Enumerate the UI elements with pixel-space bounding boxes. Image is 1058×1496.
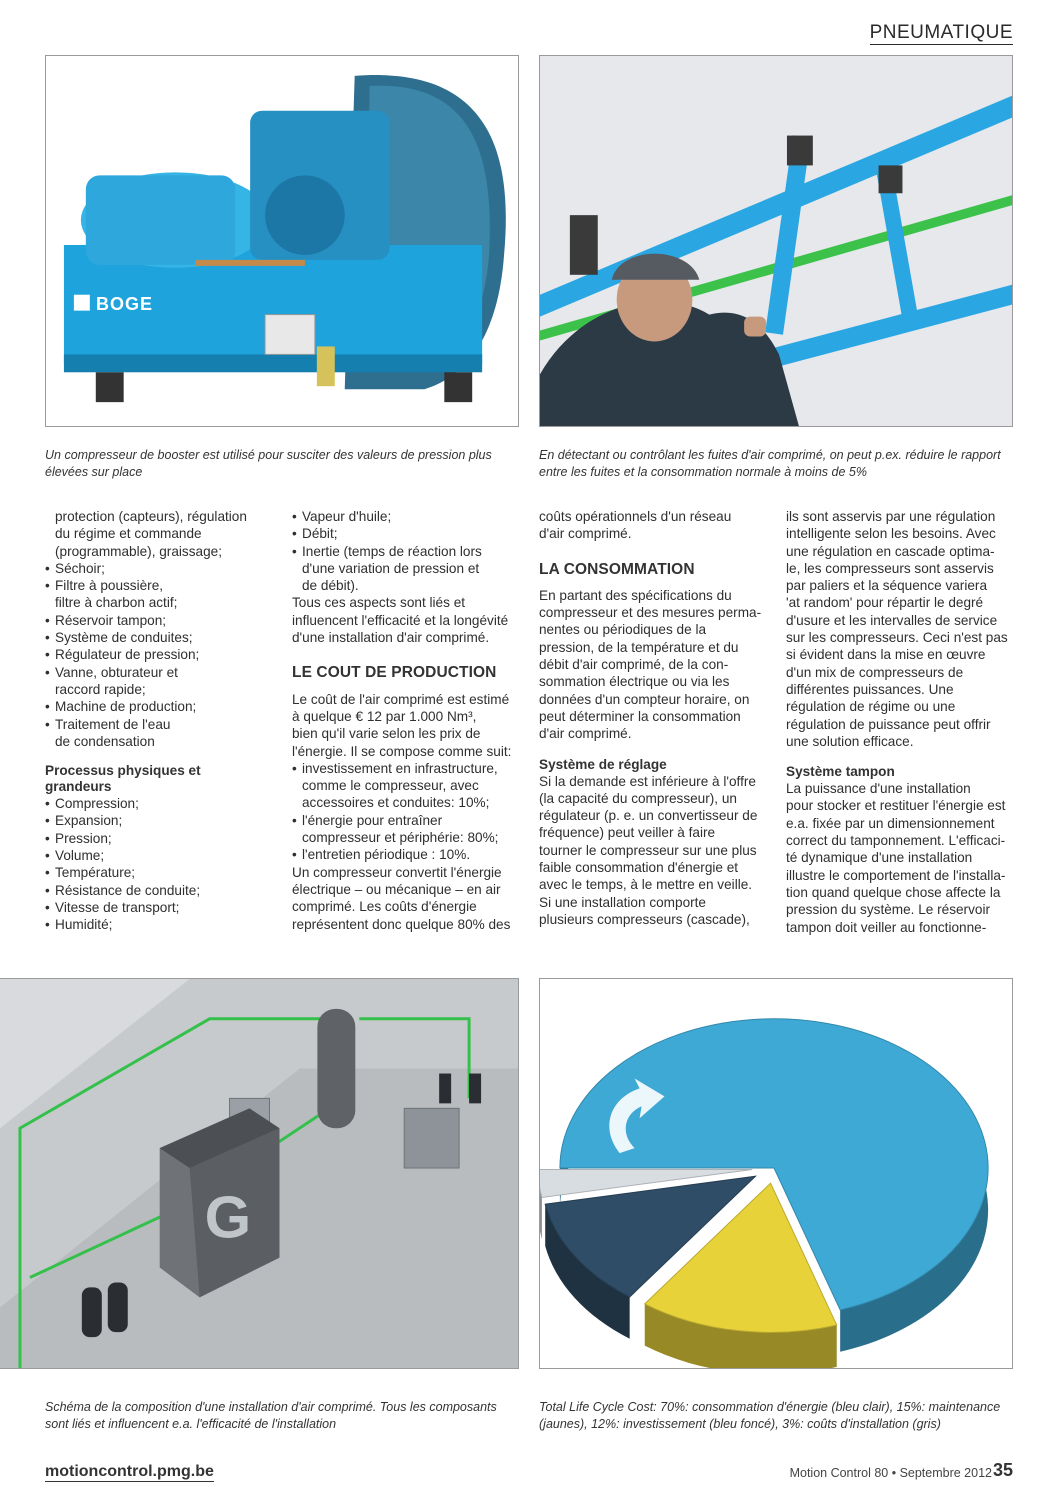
paragraph-line: 'at random' pour répartir le degré: [786, 595, 984, 611]
paragraph-line: peut déterminer la consommation: [539, 708, 741, 724]
paragraph-line: coûts opérationnels d'un réseau: [539, 509, 732, 524]
list-item: • Pression;: [45, 830, 275, 847]
booster-caption: Un compresseur de booster est utilisé pour susciter des valeurs de pression plus élevées sur place: [45, 448, 492, 479]
paragraph-line: illustre le comportement de l'installa-: [786, 867, 1006, 883]
list-item: • Vitesse de transport;: [45, 899, 275, 916]
paragraph-line: l'énergie. Il se compose comme suit:: [292, 743, 512, 759]
paragraph-line: tion quand quelque chose affecte la: [786, 884, 1001, 900]
paragraph-line: différentes puissances. Une: [786, 681, 954, 697]
list-item: • Vanne, obturateur et raccord rapide;: [45, 664, 275, 699]
life-cycle-cost-chart: [539, 978, 1013, 1369]
paragraph-line: Si une installation comporte: [539, 894, 706, 910]
component-list-cont: [292, 508, 524, 594]
footer-url-link[interactable]: motioncontrol.pmg.be: [45, 1463, 214, 1480]
list-item: • l'entretien périodique : 10%.: [292, 846, 524, 863]
list-item: • Régulateur de pression;: [45, 646, 275, 663]
list-item: • Machine de production;: [45, 698, 275, 715]
paragraph-line: par paliers et la séquence variera: [786, 578, 987, 594]
pie-caption: Total Life Cycle Cost: 70%: consommation d'énergie (bleu clair), 15%: maintenance (jaunes), 12%: investissement (bleu foncé), 3%: coûts d'installation (gris): [539, 1400, 1001, 1431]
text-column-1: [45, 508, 275, 934]
svg-text:G: G: [204, 1183, 252, 1251]
paragraph-line: influencent l'efficacité et la longévité: [292, 612, 509, 628]
paragraph-line: bien qu'il varie selon les prix de: [292, 726, 481, 742]
subheading-tampon: Système tampon: [786, 764, 895, 780]
paragraph-line: comprimé. Les coûts d'énergie: [292, 899, 477, 915]
text-column-2: [292, 508, 524, 933]
list-item: • investissement en infrastructure, comme le compresseur, avec accessoires et conduites: 10%;: [292, 760, 524, 812]
paragraph-line: débit d'air comprimé, de la con-: [539, 657, 729, 673]
paragraph-line: régulation de puissance peut offrir: [786, 716, 991, 732]
list-item: • Réservoir tampon;: [45, 612, 275, 629]
list-item: • Inertie (temps de réaction lors d'une variation de pression et de débit).: [292, 543, 524, 595]
process-list: [45, 795, 275, 933]
footer-issue: Motion Control 80 • Septembre 2012: [789, 1466, 992, 1480]
list-item: • Expansion;: [45, 812, 275, 829]
list-item: • Vapeur d'huile;: [292, 508, 524, 525]
text-column-4: [786, 508, 1018, 936]
paragraph-line: une solution efficace.: [786, 733, 914, 749]
paragraph-line: Tous ces aspects sont liés et: [292, 595, 466, 611]
paragraph-line: avec le temps, à le mettre en veille.: [539, 877, 753, 893]
paragraph-line: tampon doit veiller au fonctionne-: [786, 919, 987, 935]
paragraph-line: sur les compresseurs. Ceci n'est pas: [786, 630, 1008, 646]
paragraph-line: données d'un compteur horaire, on: [539, 691, 750, 707]
paragraph-line: Si la demande est inférieure à l'offre: [539, 773, 756, 789]
paragraph-line: représentent donc quelque 80% des: [292, 916, 511, 932]
list-item: • Traitement de l'eau de condensation: [45, 716, 275, 751]
paragraph-line: d'air comprimé.: [539, 726, 632, 742]
pie-chart-svg: [540, 979, 1012, 1368]
paragraph-line: pour stocker et restituer l'énergie est: [786, 798, 1006, 814]
list-item: • Température;: [45, 864, 275, 881]
subheading-processus: Processus physiques et grandeurs: [45, 763, 201, 795]
paragraph-line: régulateur (p. e. un convertisseur de: [539, 808, 758, 824]
paragraph-line: e.a. fixée par un dimensionnement: [786, 815, 995, 831]
list-item: • Débit;: [292, 525, 524, 542]
paragraph-line: sommation électrique ou via les: [539, 674, 730, 690]
list-item: • Séchoir;: [45, 560, 275, 577]
subheading-reglage: Système de réglage: [539, 756, 667, 772]
paragraph-line: d'une installation d'air comprimé.: [292, 630, 490, 646]
paragraph-line: ils sont asservis par une régulation: [786, 509, 996, 524]
leak-detection-caption: En détectant ou contrôlant les fuites d'air comprimé, on peut p.ex. réduire le rapport entre les fuites et la consommation normale à moins de 5%: [539, 448, 1001, 479]
paragraph-line: une régulation en cascade optima-: [786, 543, 995, 559]
list-item: • Système de conduites;: [45, 629, 275, 646]
paragraph-line: pression du système. Le réservoir: [786, 902, 990, 918]
text-column-3: [539, 508, 771, 928]
intro-line-3: (programmable), graissage;: [55, 543, 222, 559]
component-list: [45, 560, 275, 750]
installation-schematic-image: [0, 978, 519, 1369]
paragraph-line: Le coût de l'air comprimé est estimé: [292, 691, 510, 707]
paragraph-line: d'un mix de compresseurs de: [786, 664, 964, 680]
boge-logo: BOGE: [96, 294, 154, 314]
paragraph-line: le, les compresseurs sont asservis: [786, 560, 994, 576]
paragraph-line: Un compresseur convertit l'énergie: [292, 864, 502, 880]
paragraph-line: plusieurs compresseurs (cascade),: [539, 911, 750, 927]
paragraph-line: si évident dans la mise en œuvre: [786, 647, 986, 663]
list-item: • Filtre à poussière, filtre à charbon actif;: [45, 577, 275, 612]
list-item: • Résistance de conduite;: [45, 882, 275, 899]
booster-compressor-photo: [45, 55, 519, 427]
installation-caption: Schéma de la composition d'une installation d'air comprimé. Tous les composants sont liés et influencent e.a. l'efficacité de l'installation: [45, 1400, 497, 1431]
paragraph-line: régulation de régime ou une: [786, 699, 956, 715]
paragraph-line: tourner le compresseur sur une plus: [539, 842, 757, 858]
paragraph-line: fréquence) peut veiller à faire: [539, 825, 716, 841]
list-item: • l'énergie pour entraîner compresseur et périphérie: 80%;: [292, 812, 524, 847]
intro-line-2: du régime et commande: [55, 526, 202, 542]
section-tag: PNEUMATIQUE: [869, 22, 1013, 43]
paragraph-line: (la capacité du compresseur), un: [539, 790, 737, 806]
paragraph-line: nentes ou périodiques de la: [539, 622, 707, 638]
paragraph-line: à quelque € 12 par 1.000 Nm³,: [292, 708, 477, 724]
paragraph-line: correct du tamponnement. L'efficaci-: [786, 833, 1006, 849]
paragraph-line: intelligente selon les besoins. Avec: [786, 526, 996, 542]
list-item: • Volume;: [45, 847, 275, 864]
leak-detection-photo: [539, 55, 1013, 427]
cost-list: [292, 760, 524, 864]
paragraph-line: té dynamique d'une installation: [786, 850, 973, 866]
paragraph-line: électrique – ou mécanique – en air: [292, 881, 501, 897]
heading-consommation: LA CONSOMMATION: [539, 560, 695, 578]
paragraph-line: faible consommation d'énergie et: [539, 860, 739, 876]
paragraph-line: pression, de la température et du: [539, 639, 739, 655]
heading-cout-production: LE COUT DE PRODUCTION: [292, 664, 497, 682]
list-item: • Humidité;: [45, 916, 275, 933]
paragraph-line: compresseur et des mesures perma-: [539, 605, 762, 621]
paragraph-line: La puissance d'une installation: [786, 781, 971, 797]
paragraph-line: En partant des spécifications du: [539, 587, 732, 603]
paragraph-line: d'air comprimé.: [539, 526, 632, 542]
paragraph-line: d'usure et les intervalles de service: [786, 612, 998, 628]
page-number: 35: [992, 1460, 1013, 1480]
intro-line-1: protection (capteurs), régulation: [55, 509, 247, 524]
list-item: • Compression;: [45, 795, 275, 812]
